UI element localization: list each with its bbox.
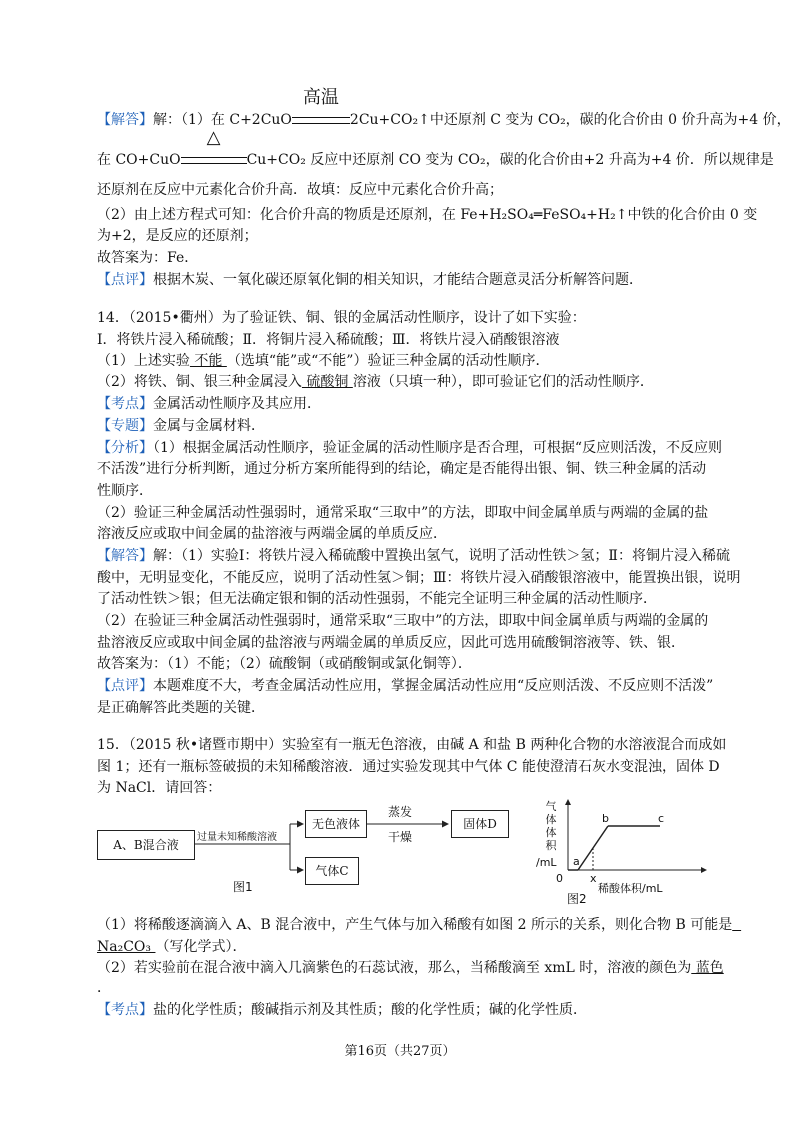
y-label-char: 体 bbox=[545, 826, 557, 839]
acid-arrow-label: 过量未知稀酸溶液 bbox=[197, 832, 277, 843]
fenxi-line-5: 溶液反应或取中间金属的盐溶液与两端金属的单质反应． bbox=[97, 526, 447, 542]
answer-line-5: 为+2，是反应的还原剂； bbox=[97, 228, 258, 244]
box-colorless-liquid: 无色液体 bbox=[305, 810, 367, 838]
text: 在 CO+CuO bbox=[97, 152, 181, 168]
answer-line-6: 故答案为：Fe． bbox=[97, 250, 199, 266]
answer-blank: Na₂CO₃ bbox=[97, 939, 156, 955]
answer-line-4: （2）由上述方程式可知：化合价升高的物质是还原剂，在 Fe+H₂SO₄═FeSO₄+H₂↑中铁的化合价由 0 变 bbox=[97, 207, 758, 223]
page-footer: 第16页（共27页） bbox=[344, 1044, 456, 1059]
fenxi-line-4: （2）验证三种金属活动性强弱时，通常采取“三取中”的方法，即取中间金属单质与两端的金属的盐 bbox=[97, 505, 709, 521]
answer-blank: 蓝色 bbox=[691, 960, 724, 976]
answer-blank: 硫酸铜 bbox=[301, 374, 353, 390]
kaodian-tag: 【考点】 bbox=[97, 396, 153, 412]
zhuanti-tag: 【专题】 bbox=[97, 418, 153, 434]
question-15-part-2 bbox=[97, 958, 724, 978]
box-ab-mixture: A、B混合液 bbox=[97, 830, 195, 860]
jieda-line-6: 故答案为：（1）不能；（2）硫酸铜（或硝酸铜或氯化铜等）． bbox=[97, 656, 472, 672]
evaporate-label: 蒸发 bbox=[388, 805, 413, 819]
answer-tag: 【解答】 bbox=[97, 112, 153, 128]
question-14-title: 14．（2015•衢州）为了验证铁、铜、银的金属活动性顺序，设计了如下实验： bbox=[97, 310, 586, 326]
dianping-line-2: 是正确解答此类题的关键． bbox=[97, 700, 265, 716]
text: 溶液（只填一种），即可验证它们的活动性顺序． bbox=[352, 374, 654, 390]
box-solid-d: 固体D bbox=[451, 810, 509, 838]
condition-label: △ bbox=[206, 127, 221, 148]
jieda-line-5: 盐溶液反应或取中间金属的盐溶液与两端金属的单质反应，因此可选用硫酸铜溶液等、铁、银． bbox=[97, 635, 685, 651]
text: 解：（1）实验Ⅰ：将铁片浸入稀硫酸中置换出氢气，说明了活动性铁＞氢；Ⅱ：将铜片浸入稀硫 bbox=[153, 548, 730, 564]
comment-tag: 【点评】 bbox=[97, 272, 153, 288]
question-15-line-1: 15．（2015 秋•诸暨市期中）实验室有一瓶无色溶液，由碱 A 和盐 B 两种化合物的水溶液混合而成如 bbox=[97, 737, 727, 753]
y-label-char: 体 bbox=[545, 813, 557, 826]
point-c-label: c bbox=[658, 812, 665, 825]
answer-blank: 不能 bbox=[189, 353, 227, 369]
text: （1）上述实验 bbox=[97, 353, 190, 369]
text: 2Cu+CO₂↑中还原剂 C 变为 CO₂，碳的化合价由 0 价升高为+4 价， bbox=[349, 112, 791, 128]
text: （选填“能”或“不能”）验证三种金属的活动性顺序． bbox=[226, 353, 550, 369]
question-15-part-1 bbox=[97, 915, 741, 935]
y-axis-unit: /mL bbox=[536, 856, 557, 869]
text: （2）将铁、铜、银三种金属浸入 bbox=[97, 374, 302, 390]
text: 金属与金属材料． bbox=[153, 418, 265, 434]
fenxi-tag: 【分析】 bbox=[97, 440, 153, 456]
text: （写化学式）． bbox=[155, 939, 247, 955]
jieda-line-3: 了活动性铁＞银；但无法确定银和铜的活动性强弱，不能完全证明三种金属的活动性顺序． bbox=[97, 591, 657, 607]
text: Cu+CO₂ 反应中还原剂 CO 变为 CO₂，碳的化合价由+2 升高为+4 价．所以规律是 bbox=[246, 152, 774, 168]
condition-label: 高温 bbox=[302, 87, 339, 108]
text: （2）若实验前在混合液中滴入几滴紫色的石蕊试液，那么，当稀酸滴至 xmL 时，溶液的颜色为 bbox=[97, 960, 692, 976]
figure-2-caption: 图2 bbox=[567, 892, 587, 906]
x-mark-label: x bbox=[590, 872, 597, 885]
dianping-tag: 【点评】 bbox=[97, 678, 153, 694]
figure-1-caption: 图1 bbox=[233, 880, 253, 894]
question-15-part-1-answer bbox=[97, 937, 246, 957]
origin-label: 0 bbox=[556, 872, 563, 885]
kaodian-line-15 bbox=[97, 1000, 587, 1020]
question-14-experiments: Ⅰ．将铁片浸入稀硫酸；Ⅱ．将铜片浸入稀硫酸；Ⅲ．将铁片浸入硝酸银溶液 bbox=[97, 332, 560, 348]
text: 根据木炭、一氧化碳还原氧化铜的相关知识，才能结合题意灵活分析解答问题． bbox=[153, 272, 643, 288]
point-b-label: b bbox=[602, 812, 609, 825]
jieda-line-2: 酸中，无明显变化，不能反应，说明了活动性氢＞铜；Ⅲ：将铁片浸入硝酸银溶液中，能置换出银，说明 bbox=[97, 570, 741, 586]
y-label-char: 积 bbox=[545, 839, 557, 852]
fenxi-line-2: 不活泼”进行分析判断，通过分析方案所能得到的结论，确定是否能得出银、铜、铁三种金属的活动 bbox=[97, 461, 707, 477]
text: 解：（1）在 C+2CuO bbox=[153, 112, 292, 128]
y-axis-label bbox=[544, 800, 558, 852]
dry-label: 干燥 bbox=[388, 830, 413, 844]
answer-line-3: 还原剂在反应中元素化合价升高．故填：反应中元素化合价升高； bbox=[97, 182, 503, 198]
text: 盐的化学性质；酸碱指示剂及其性质；酸的化学性质；碱的化学性质． bbox=[153, 1002, 587, 1018]
text: 本题难度不大，考查金属活动性应用，掌握金属活动性应用“反应则活泼、不反应则不活泼” bbox=[153, 678, 714, 694]
kaodian-tag: 【考点】 bbox=[97, 1002, 153, 1018]
question-15-line-2: 图 1；还有一瓶标签破损的未知稀酸溶液．通过实验发现其中气体 C 能使澄清石灰水变混浊，固体 D bbox=[97, 759, 720, 775]
text: 金属活动性顺序及其应用． bbox=[153, 396, 321, 412]
question-15-line-3: 为 NaCl．请回答： bbox=[97, 780, 222, 796]
box-gas-c: 气体C bbox=[305, 857, 359, 885]
jieda-tag: 【解答】 bbox=[97, 548, 153, 564]
fenxi-line-3: 性顺序． bbox=[97, 483, 153, 499]
question-15-part-2-end: ． bbox=[97, 980, 111, 996]
y-label-char: 气 bbox=[545, 800, 557, 813]
point-a-label: a bbox=[573, 855, 580, 868]
text: （1）根据金属活动性顺序，验证金属的活动性顺序是否合理，可根据“反应则活泼，不反应则 bbox=[153, 440, 723, 456]
jieda-line-4: （2）在验证三种金属活动性强弱时，通常采取“三取中”的方法，即取中间金属单质与两端的金属的 bbox=[97, 613, 709, 629]
x-axis-label: 稀酸体积/mL bbox=[598, 882, 663, 895]
text: （1）将稀酸逐滴滴入 A、B 混合液中，产生气体与加入稀酸有如图 2 所示的关系，则化合物 B 可能是 bbox=[97, 917, 733, 933]
